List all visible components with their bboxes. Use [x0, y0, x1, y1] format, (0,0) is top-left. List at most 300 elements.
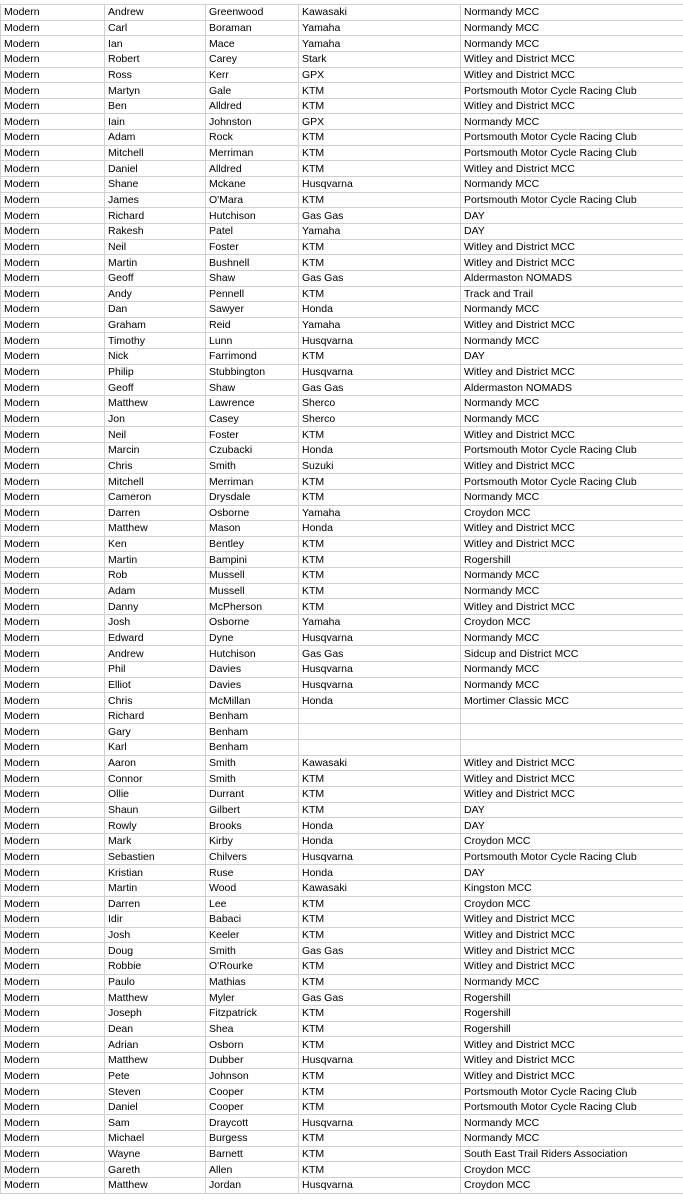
club-cell[interactable]: Croydon MCC [461, 614, 683, 630]
surname-cell[interactable]: Hutchison [206, 208, 299, 224]
make-cell[interactable]: KTM [299, 161, 461, 177]
class-cell[interactable]: Modern [1, 5, 105, 21]
class-cell[interactable]: Modern [1, 20, 105, 36]
first-name-cell[interactable]: Shaun [105, 802, 206, 818]
first-name-cell[interactable]: Andy [105, 286, 206, 302]
club-cell[interactable]: Witley and District MCC [461, 1068, 683, 1084]
first-name-cell[interactable]: Edward [105, 630, 206, 646]
make-cell[interactable]: Gas Gas [299, 270, 461, 286]
first-name-cell[interactable]: Martin [105, 255, 206, 271]
make-cell[interactable]: KTM [299, 959, 461, 975]
class-cell[interactable]: Modern [1, 802, 105, 818]
first-name-cell[interactable]: Richard [105, 708, 206, 724]
club-cell[interactable]: Witley and District MCC [461, 599, 683, 615]
first-name-cell[interactable]: Iain [105, 114, 206, 130]
class-cell[interactable]: Modern [1, 489, 105, 505]
club-cell[interactable]: Witley and District MCC [461, 427, 683, 443]
class-cell[interactable]: Modern [1, 693, 105, 709]
class-cell[interactable]: Modern [1, 661, 105, 677]
first-name-cell[interactable]: Daniel [105, 1099, 206, 1115]
club-cell[interactable]: Normandy MCC [461, 114, 683, 130]
surname-cell[interactable]: Smith [206, 771, 299, 787]
first-name-cell[interactable]: Josh [105, 927, 206, 943]
make-cell[interactable]: GPX [299, 114, 461, 130]
class-cell[interactable]: Modern [1, 865, 105, 881]
surname-cell[interactable]: McPherson [206, 599, 299, 615]
surname-cell[interactable]: Myler [206, 990, 299, 1006]
club-cell[interactable] [461, 724, 683, 740]
first-name-cell[interactable]: Ross [105, 67, 206, 83]
surname-cell[interactable]: Wood [206, 880, 299, 896]
club-cell[interactable]: Witley and District MCC [461, 912, 683, 928]
make-cell[interactable]: KTM [299, 474, 461, 490]
first-name-cell[interactable]: Rowly [105, 818, 206, 834]
club-cell[interactable]: Normandy MCC [461, 1115, 683, 1131]
first-name-cell[interactable]: Chris [105, 693, 206, 709]
first-name-cell[interactable]: Timothy [105, 333, 206, 349]
club-cell[interactable]: Witley and District MCC [461, 536, 683, 552]
make-cell[interactable]: KTM [299, 83, 461, 99]
first-name-cell[interactable]: Ben [105, 98, 206, 114]
surname-cell[interactable]: Foster [206, 239, 299, 255]
first-name-cell[interactable]: Kristian [105, 865, 206, 881]
surname-cell[interactable]: Sawyer [206, 302, 299, 318]
club-cell[interactable]: Witley and District MCC [461, 255, 683, 271]
first-name-cell[interactable]: Adam [105, 130, 206, 146]
make-cell[interactable]: KTM [299, 583, 461, 599]
surname-cell[interactable]: Mckane [206, 177, 299, 193]
class-cell[interactable]: Modern [1, 36, 105, 52]
first-name-cell[interactable]: Darren [105, 896, 206, 912]
class-cell[interactable]: Modern [1, 708, 105, 724]
first-name-cell[interactable]: Shane [105, 177, 206, 193]
first-name-cell[interactable]: Martyn [105, 83, 206, 99]
class-cell[interactable]: Modern [1, 974, 105, 990]
surname-cell[interactable]: Patel [206, 223, 299, 239]
class-cell[interactable]: Modern [1, 599, 105, 615]
first-name-cell[interactable]: Richard [105, 208, 206, 224]
class-cell[interactable]: Modern [1, 724, 105, 740]
first-name-cell[interactable]: Robbie [105, 959, 206, 975]
club-cell[interactable]: Croydon MCC [461, 833, 683, 849]
club-cell[interactable]: DAY [461, 865, 683, 881]
club-cell[interactable]: Witley and District MCC [461, 521, 683, 537]
first-name-cell[interactable]: Rob [105, 568, 206, 584]
make-cell[interactable]: Honda [299, 521, 461, 537]
class-cell[interactable]: Modern [1, 552, 105, 568]
first-name-cell[interactable]: Idir [105, 912, 206, 928]
make-cell[interactable]: KTM [299, 349, 461, 365]
class-cell[interactable]: Modern [1, 1021, 105, 1037]
class-cell[interactable]: Modern [1, 333, 105, 349]
make-cell[interactable]: KTM [299, 1068, 461, 1084]
surname-cell[interactable]: Burgess [206, 1131, 299, 1147]
surname-cell[interactable]: Smith [206, 458, 299, 474]
first-name-cell[interactable]: Joseph [105, 1006, 206, 1022]
class-cell[interactable]: Modern [1, 1084, 105, 1100]
first-name-cell[interactable]: Andrew [105, 646, 206, 662]
club-cell[interactable]: Rogershill [461, 1006, 683, 1022]
club-cell[interactable]: DAY [461, 223, 683, 239]
surname-cell[interactable]: O'Rourke [206, 959, 299, 975]
surname-cell[interactable]: Osborne [206, 505, 299, 521]
first-name-cell[interactable]: Paulo [105, 974, 206, 990]
surname-cell[interactable]: Ruse [206, 865, 299, 881]
class-cell[interactable]: Modern [1, 1052, 105, 1068]
make-cell[interactable]: KTM [299, 98, 461, 114]
first-name-cell[interactable]: Chris [105, 458, 206, 474]
make-cell[interactable]: Gas Gas [299, 380, 461, 396]
surname-cell[interactable]: Chilvers [206, 849, 299, 865]
make-cell[interactable]: KTM [299, 802, 461, 818]
class-cell[interactable]: Modern [1, 145, 105, 161]
class-cell[interactable]: Modern [1, 1068, 105, 1084]
first-name-cell[interactable]: Ken [105, 536, 206, 552]
surname-cell[interactable]: Mussell [206, 568, 299, 584]
surname-cell[interactable]: Davies [206, 661, 299, 677]
make-cell[interactable]: Yamaha [299, 505, 461, 521]
class-cell[interactable]: Modern [1, 505, 105, 521]
surname-cell[interactable]: Durrant [206, 787, 299, 803]
class-cell[interactable]: Modern [1, 818, 105, 834]
class-cell[interactable]: Modern [1, 990, 105, 1006]
class-cell[interactable]: Modern [1, 1162, 105, 1178]
surname-cell[interactable]: Cooper [206, 1084, 299, 1100]
make-cell[interactable]: Stark [299, 51, 461, 67]
make-cell[interactable]: Gas Gas [299, 208, 461, 224]
first-name-cell[interactable]: Graham [105, 317, 206, 333]
class-cell[interactable]: Modern [1, 427, 105, 443]
surname-cell[interactable]: Lawrence [206, 396, 299, 412]
club-cell[interactable]: Witley and District MCC [461, 1052, 683, 1068]
first-name-cell[interactable]: Gary [105, 724, 206, 740]
make-cell[interactable]: KTM [299, 568, 461, 584]
surname-cell[interactable]: Osborne [206, 614, 299, 630]
club-cell[interactable]: Portsmouth Motor Cycle Racing Club [461, 192, 683, 208]
class-cell[interactable]: Modern [1, 583, 105, 599]
make-cell[interactable]: KTM [299, 286, 461, 302]
class-cell[interactable]: Modern [1, 896, 105, 912]
club-cell[interactable]: Portsmouth Motor Cycle Racing Club [461, 1084, 683, 1100]
surname-cell[interactable]: Allen [206, 1162, 299, 1178]
club-cell[interactable]: Croydon MCC [461, 1162, 683, 1178]
surname-cell[interactable]: Johnson [206, 1068, 299, 1084]
club-cell[interactable]: DAY [461, 349, 683, 365]
first-name-cell[interactable]: Dean [105, 1021, 206, 1037]
club-cell[interactable]: DAY [461, 208, 683, 224]
make-cell[interactable]: Gas Gas [299, 990, 461, 1006]
surname-cell[interactable]: Alldred [206, 98, 299, 114]
surname-cell[interactable]: Keeler [206, 927, 299, 943]
surname-cell[interactable]: Foster [206, 427, 299, 443]
class-cell[interactable]: Modern [1, 208, 105, 224]
surname-cell[interactable]: O'Mara [206, 192, 299, 208]
make-cell[interactable]: KTM [299, 787, 461, 803]
club-cell[interactable]: Track and Trail [461, 286, 683, 302]
club-cell[interactable]: Portsmouth Motor Cycle Racing Club [461, 474, 683, 490]
class-cell[interactable]: Modern [1, 677, 105, 693]
first-name-cell[interactable]: Jon [105, 411, 206, 427]
club-cell[interactable]: Croydon MCC [461, 505, 683, 521]
surname-cell[interactable]: Mathias [206, 974, 299, 990]
surname-cell[interactable]: Davies [206, 677, 299, 693]
club-cell[interactable]: Rogershill [461, 990, 683, 1006]
first-name-cell[interactable]: Martin [105, 552, 206, 568]
make-cell[interactable]: KTM [299, 255, 461, 271]
first-name-cell[interactable]: Wayne [105, 1146, 206, 1162]
first-name-cell[interactable]: Rakesh [105, 223, 206, 239]
surname-cell[interactable]: Cooper [206, 1099, 299, 1115]
class-cell[interactable]: Modern [1, 349, 105, 365]
club-cell[interactable]: Normandy MCC [461, 974, 683, 990]
club-cell[interactable]: Witley and District MCC [461, 1037, 683, 1053]
make-cell[interactable]: GPX [299, 67, 461, 83]
club-cell[interactable]: Witley and District MCC [461, 317, 683, 333]
class-cell[interactable]: Modern [1, 161, 105, 177]
make-cell[interactable]: Husqvarna [299, 849, 461, 865]
class-cell[interactable]: Modern [1, 442, 105, 458]
first-name-cell[interactable]: Matthew [105, 990, 206, 1006]
surname-cell[interactable]: Benham [206, 724, 299, 740]
make-cell[interactable]: Sherco [299, 396, 461, 412]
class-cell[interactable]: Modern [1, 1146, 105, 1162]
class-cell[interactable]: Modern [1, 130, 105, 146]
club-cell[interactable]: Witley and District MCC [461, 161, 683, 177]
surname-cell[interactable]: Smith [206, 755, 299, 771]
first-name-cell[interactable]: Michael [105, 1131, 206, 1147]
club-cell[interactable]: Witley and District MCC [461, 458, 683, 474]
first-name-cell[interactable]: Matthew [105, 1052, 206, 1068]
class-cell[interactable]: Modern [1, 396, 105, 412]
first-name-cell[interactable]: Geoff [105, 380, 206, 396]
class-cell[interactable]: Modern [1, 740, 105, 756]
make-cell[interactable]: KTM [299, 599, 461, 615]
club-cell[interactable]: Witley and District MCC [461, 51, 683, 67]
surname-cell[interactable]: Carey [206, 51, 299, 67]
club-cell[interactable]: Normandy MCC [461, 177, 683, 193]
make-cell[interactable]: Husqvarna [299, 333, 461, 349]
surname-cell[interactable]: Greenwood [206, 5, 299, 21]
surname-cell[interactable]: Shaw [206, 270, 299, 286]
class-cell[interactable]: Modern [1, 943, 105, 959]
class-cell[interactable]: Modern [1, 380, 105, 396]
surname-cell[interactable]: Rock [206, 130, 299, 146]
class-cell[interactable]: Modern [1, 787, 105, 803]
make-cell[interactable]: Husqvarna [299, 1178, 461, 1194]
club-cell[interactable]: Normandy MCC [461, 489, 683, 505]
make-cell[interactable]: KTM [299, 489, 461, 505]
make-cell[interactable]: Husqvarna [299, 364, 461, 380]
first-name-cell[interactable]: Connor [105, 771, 206, 787]
club-cell[interactable]: Normandy MCC [461, 568, 683, 584]
first-name-cell[interactable]: Matthew [105, 521, 206, 537]
make-cell[interactable]: KTM [299, 1099, 461, 1115]
club-cell[interactable]: Normandy MCC [461, 302, 683, 318]
club-cell[interactable]: Normandy MCC [461, 1131, 683, 1147]
class-cell[interactable]: Modern [1, 1178, 105, 1194]
make-cell[interactable]: KTM [299, 192, 461, 208]
club-cell[interactable]: DAY [461, 818, 683, 834]
club-cell[interactable]: Normandy MCC [461, 583, 683, 599]
make-cell[interactable]: KTM [299, 1084, 461, 1100]
first-name-cell[interactable]: Matthew [105, 396, 206, 412]
class-cell[interactable]: Modern [1, 83, 105, 99]
class-cell[interactable]: Modern [1, 364, 105, 380]
class-cell[interactable]: Modern [1, 98, 105, 114]
make-cell[interactable]: Honda [299, 302, 461, 318]
club-cell[interactable]: Normandy MCC [461, 630, 683, 646]
class-cell[interactable]: Modern [1, 646, 105, 662]
first-name-cell[interactable]: Nick [105, 349, 206, 365]
surname-cell[interactable]: Smith [206, 943, 299, 959]
class-cell[interactable]: Modern [1, 568, 105, 584]
first-name-cell[interactable]: Mark [105, 833, 206, 849]
first-name-cell[interactable]: Geoff [105, 270, 206, 286]
class-cell[interactable]: Modern [1, 1131, 105, 1147]
class-cell[interactable]: Modern [1, 114, 105, 130]
first-name-cell[interactable]: Danny [105, 599, 206, 615]
surname-cell[interactable]: Pennell [206, 286, 299, 302]
surname-cell[interactable]: Merriman [206, 474, 299, 490]
make-cell[interactable]: KTM [299, 912, 461, 928]
surname-cell[interactable]: Bampini [206, 552, 299, 568]
make-cell[interactable]: Yamaha [299, 20, 461, 36]
club-cell[interactable]: Normandy MCC [461, 20, 683, 36]
make-cell[interactable]: KTM [299, 1037, 461, 1053]
club-cell[interactable]: Normandy MCC [461, 333, 683, 349]
club-cell[interactable]: Croydon MCC [461, 1178, 683, 1194]
first-name-cell[interactable]: Josh [105, 614, 206, 630]
surname-cell[interactable]: Mace [206, 36, 299, 52]
make-cell[interactable]: KTM [299, 974, 461, 990]
class-cell[interactable]: Modern [1, 67, 105, 83]
make-cell[interactable]: KTM [299, 927, 461, 943]
club-cell[interactable] [461, 708, 683, 724]
class-cell[interactable]: Modern [1, 286, 105, 302]
make-cell[interactable]: Kawasaki [299, 880, 461, 896]
surname-cell[interactable]: Reid [206, 317, 299, 333]
surname-cell[interactable]: Benham [206, 740, 299, 756]
surname-cell[interactable]: Mussell [206, 583, 299, 599]
surname-cell[interactable]: Gilbert [206, 802, 299, 818]
club-cell[interactable]: Witley and District MCC [461, 787, 683, 803]
make-cell[interactable]: KTM [299, 1131, 461, 1147]
make-cell[interactable]: Gas Gas [299, 943, 461, 959]
club-cell[interactable]: Normandy MCC [461, 661, 683, 677]
first-name-cell[interactable]: Elliot [105, 677, 206, 693]
club-cell[interactable]: South East Trail Riders Association [461, 1146, 683, 1162]
surname-cell[interactable]: Barnett [206, 1146, 299, 1162]
make-cell[interactable]: KTM [299, 239, 461, 255]
make-cell[interactable]: Yamaha [299, 614, 461, 630]
club-cell[interactable]: Witley and District MCC [461, 364, 683, 380]
make-cell[interactable]: Yamaha [299, 317, 461, 333]
class-cell[interactable]: Modern [1, 317, 105, 333]
make-cell[interactable]: KTM [299, 1162, 461, 1178]
make-cell[interactable]: Kawasaki [299, 5, 461, 21]
make-cell[interactable]: KTM [299, 1146, 461, 1162]
class-cell[interactable]: Modern [1, 51, 105, 67]
club-cell[interactable]: Witley and District MCC [461, 959, 683, 975]
make-cell[interactable]: Honda [299, 818, 461, 834]
make-cell[interactable]: Honda [299, 833, 461, 849]
surname-cell[interactable]: Hutchison [206, 646, 299, 662]
club-cell[interactable]: Witley and District MCC [461, 771, 683, 787]
surname-cell[interactable]: Kerr [206, 67, 299, 83]
class-cell[interactable]: Modern [1, 192, 105, 208]
club-cell[interactable] [461, 740, 683, 756]
surname-cell[interactable]: Fitzpatrick [206, 1006, 299, 1022]
club-cell[interactable]: Sidcup and District MCC [461, 646, 683, 662]
first-name-cell[interactable]: James [105, 192, 206, 208]
class-cell[interactable]: Modern [1, 536, 105, 552]
surname-cell[interactable]: Boraman [206, 20, 299, 36]
make-cell[interactable] [299, 740, 461, 756]
first-name-cell[interactable]: Andrew [105, 5, 206, 21]
first-name-cell[interactable]: Martin [105, 880, 206, 896]
make-cell[interactable]: KTM [299, 771, 461, 787]
class-cell[interactable]: Modern [1, 630, 105, 646]
make-cell[interactable]: Husqvarna [299, 661, 461, 677]
make-cell[interactable]: Kawasaki [299, 755, 461, 771]
first-name-cell[interactable]: Daniel [105, 161, 206, 177]
surname-cell[interactable]: Alldred [206, 161, 299, 177]
surname-cell[interactable]: Kirby [206, 833, 299, 849]
make-cell[interactable]: KTM [299, 896, 461, 912]
first-name-cell[interactable]: Adam [105, 583, 206, 599]
first-name-cell[interactable]: Sam [105, 1115, 206, 1131]
surname-cell[interactable]: Farrimond [206, 349, 299, 365]
first-name-cell[interactable]: Dan [105, 302, 206, 318]
club-cell[interactable]: Portsmouth Motor Cycle Racing Club [461, 83, 683, 99]
make-cell[interactable]: Husqvarna [299, 677, 461, 693]
surname-cell[interactable]: Osborn [206, 1037, 299, 1053]
surname-cell[interactable]: Shea [206, 1021, 299, 1037]
class-cell[interactable]: Modern [1, 177, 105, 193]
first-name-cell[interactable]: Steven [105, 1084, 206, 1100]
surname-cell[interactable]: Shaw [206, 380, 299, 396]
first-name-cell[interactable]: Phil [105, 661, 206, 677]
club-cell[interactable]: Portsmouth Motor Cycle Racing Club [461, 130, 683, 146]
surname-cell[interactable]: Merriman [206, 145, 299, 161]
club-cell[interactable]: Aldermaston NOMADS [461, 270, 683, 286]
club-cell[interactable]: Witley and District MCC [461, 755, 683, 771]
first-name-cell[interactable]: Ian [105, 36, 206, 52]
first-name-cell[interactable]: Gareth [105, 1162, 206, 1178]
class-cell[interactable]: Modern [1, 614, 105, 630]
club-cell[interactable]: Portsmouth Motor Cycle Racing Club [461, 849, 683, 865]
club-cell[interactable]: Witley and District MCC [461, 239, 683, 255]
make-cell[interactable]: Honda [299, 865, 461, 881]
surname-cell[interactable]: Gale [206, 83, 299, 99]
club-cell[interactable]: Witley and District MCC [461, 67, 683, 83]
class-cell[interactable]: Modern [1, 239, 105, 255]
first-name-cell[interactable]: Ollie [105, 787, 206, 803]
first-name-cell[interactable]: Pete [105, 1068, 206, 1084]
class-cell[interactable]: Modern [1, 927, 105, 943]
club-cell[interactable]: Rogershill [461, 552, 683, 568]
surname-cell[interactable]: Mason [206, 521, 299, 537]
make-cell[interactable]: KTM [299, 1006, 461, 1022]
class-cell[interactable]: Modern [1, 755, 105, 771]
class-cell[interactable]: Modern [1, 474, 105, 490]
class-cell[interactable]: Modern [1, 912, 105, 928]
make-cell[interactable]: Husqvarna [299, 1052, 461, 1068]
first-name-cell[interactable]: Marcin [105, 442, 206, 458]
make-cell[interactable] [299, 708, 461, 724]
club-cell[interactable]: DAY [461, 802, 683, 818]
club-cell[interactable]: Normandy MCC [461, 5, 683, 21]
